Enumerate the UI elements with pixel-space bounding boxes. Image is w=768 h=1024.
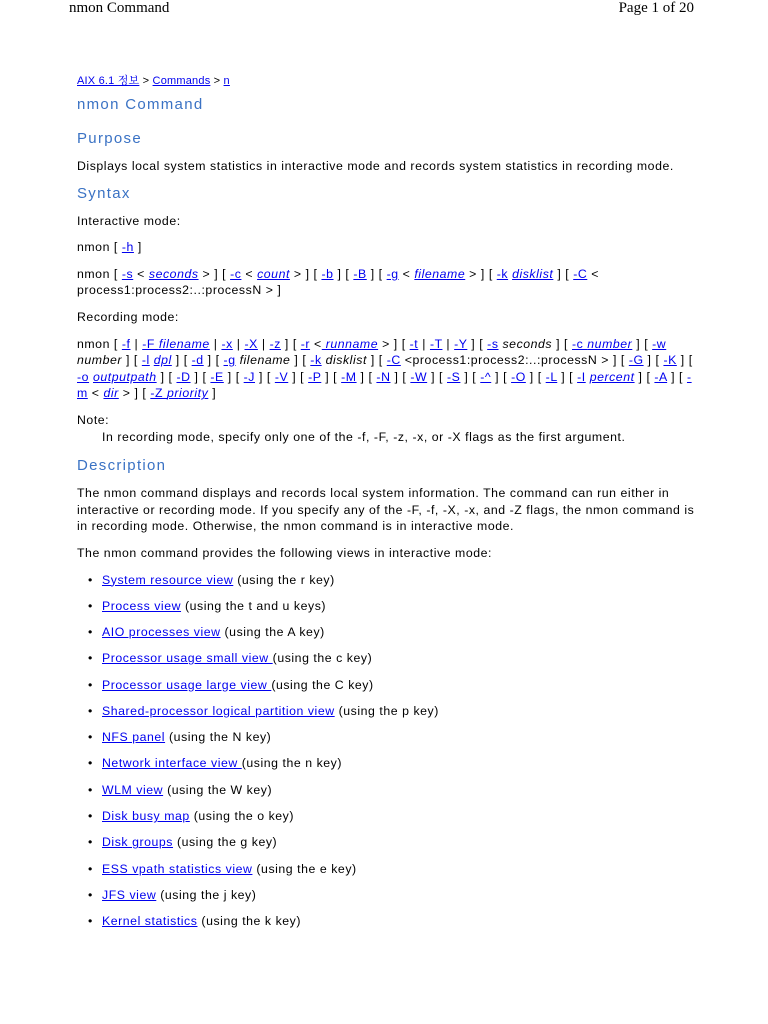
view-key-desc: (using the k key) [197,914,302,929]
view-link[interactable]: ESS vpath statistics view [102,861,253,876]
flag-c-rec-link[interactable]: -c number [571,336,633,351]
flag-c-link[interactable]: -c [230,266,242,281]
list-item [77,834,697,851]
breadcrumb-separator: > [213,75,221,87]
filename-link[interactable]: filename [414,266,466,281]
flag-g-rec-link[interactable]: -g [223,353,236,368]
note-block [77,412,697,445]
view-key-desc: (using the j key) [156,887,257,902]
flag-N-link[interactable]: -N [376,369,391,384]
flag-M-link[interactable]: -M [341,369,357,384]
view-key-desc: (using the W key) [163,782,273,797]
flag-K-link[interactable]: -K [663,353,677,368]
flag-W-link[interactable]: -W [410,369,428,384]
runname-link[interactable]: runname [321,336,379,351]
view-link[interactable]: JFS view [102,887,157,902]
flag-w-link[interactable]: -w [652,336,667,351]
flag-V-link[interactable]: -V [274,369,289,384]
breadcrumb-link-commands[interactable]: Commands [152,75,211,87]
view-link[interactable]: Kernel statistics [102,914,198,929]
view-key-desc: (using the A key) [220,625,325,640]
view-link[interactable]: Processor usage small view [102,651,273,666]
list-item [77,572,697,589]
list-item [77,598,697,615]
breadcrumb-link-aix[interactable]: AIX 6.1 정보 [77,75,140,87]
bullet-icon: • [88,835,93,850]
view-key-desc: (using the p key) [334,703,439,718]
list-item [77,703,697,720]
bullet-icon: • [88,598,93,613]
flag-g-link[interactable]: -g [386,266,399,281]
view-key-desc: (using the e key) [252,861,357,876]
bullet-icon: • [88,677,93,692]
view-link[interactable]: AIO processes view [102,625,221,640]
flag-z-link[interactable]: -z [269,336,281,351]
list-item [77,861,697,878]
bullet-icon: • [88,782,93,797]
view-key-desc: (using the N key) [165,730,272,745]
percent-link[interactable]: percent [589,369,635,384]
view-link[interactable]: WLM view [102,782,164,797]
flag-I-link[interactable]: -I [577,369,586,384]
flag-Z-link[interactable]: -Z priority [150,386,209,401]
dpl-link[interactable]: dpl [153,353,172,368]
syntax-interactive-full: nmon [ -s < seconds > ] [ -c < count > ] [ -b ] [ -B ] [ -g < filename > ] [ -k disklist ] [ -C < process1:process2:..:processN > ] [77,266,599,298]
disklist-link[interactable]: disklist [512,266,554,281]
recording-mode-label: Recording mode: [77,309,179,324]
flag-P-link[interactable]: -P [308,369,322,384]
breadcrumb-separator: > [142,75,150,87]
views-list [77,572,697,930]
flag-x-link[interactable]: -x [221,336,233,351]
flag-C-rec-link[interactable]: -C [386,353,401,368]
view-link[interactable]: Disk busy map [102,809,190,824]
outputpath-link[interactable]: outputpath [93,369,157,384]
flag-t-link[interactable]: -t [409,336,419,351]
bullet-icon: • [88,756,93,771]
bullet-icon: • [88,914,93,929]
note-label: Note: [77,412,110,427]
dir-link[interactable]: dir [103,386,119,401]
flag-L-link[interactable]: -L [545,369,558,384]
bullet-icon: • [88,730,93,745]
purpose-heading: Purpose [77,130,142,147]
view-key-desc: (using the c key) [272,651,373,666]
view-link[interactable]: Processor usage large view [102,677,272,692]
flag-J-link[interactable]: -J [243,369,255,384]
bullet-icon: • [88,572,93,587]
list-item [77,677,697,694]
view-link[interactable]: System resource view [102,572,234,587]
count-link[interactable]: count [257,266,290,281]
page-title: nmon Command [77,96,204,113]
list-item [77,913,697,930]
breadcrumb-link-n[interactable]: n [223,75,230,87]
syntax-interactive-help: nmon [ -h ] [77,240,142,255]
flag-d-link[interactable]: -d [191,353,204,368]
view-link[interactable]: Process view [102,598,182,613]
flag-S-link[interactable]: -S [447,369,461,384]
flag-F-link[interactable]: -F filename [142,336,210,351]
flag-s-rec-link[interactable]: -s [487,336,499,351]
bullet-icon: • [88,809,93,824]
flag-X-link[interactable]: -X [244,336,258,351]
description-para-1: The nmon command displays and records local system information. The command can run either in interactive or recording mode. If you specify any of the -F, -f, -X, -x, and -Z flags, the nmon command is in recording mode. Otherwise, the nmon command is in interactive mode. [77,486,695,534]
flag-caret-link[interactable]: -^ [480,369,492,384]
breadcrumb [77,74,697,88]
view-key-desc: (using the g key) [172,835,278,850]
page-header [0,0,768,22]
flag-r-link[interactable]: -r [300,336,311,351]
list-item [77,808,697,825]
flag-A-link[interactable]: -A [654,369,668,384]
flag-G-link[interactable]: -G [628,353,644,368]
view-key-desc: (using the n key) [241,756,343,771]
view-key-desc: (using the r key) [233,572,335,587]
page-number: Page 1 of 20 [618,0,694,16]
view-key-desc: (using the C key) [271,677,374,692]
flag-k-link[interactable]: -k [496,266,509,281]
flag-f-link[interactable]: -f [121,336,131,351]
list-item [77,729,697,746]
flag-o-link[interactable]: -o [77,369,90,384]
flag-C-link[interactable]: -C [573,266,588,281]
interactive-mode-label: Interactive mode: [77,213,181,228]
view-link[interactable]: NFS panel [102,730,166,745]
flag-Y-link[interactable]: -Y [454,336,468,351]
list-item [77,755,697,772]
purpose-text: Displays local system statistics in interactive mode and records system statistics in recording mode. [77,159,674,173]
flag-m-link[interactable]: -m [77,369,692,401]
view-link[interactable]: Disk groups [102,835,173,850]
list-item [77,887,697,904]
list-item [77,650,697,667]
flag-O-link[interactable]: -O [511,369,526,384]
note-text: In recording mode, specify only one of the -f, -F, -z, -x, or -X flags as the first argument. [102,429,626,444]
view-link[interactable]: Network interface view [102,756,242,771]
list-item [77,782,697,799]
bullet-icon: • [88,625,93,640]
flag-l-link[interactable]: -l [141,353,150,368]
description-para-2: The nmon command provides the following views in interactive mode: [77,545,492,560]
flag-B-link[interactable]: -B [353,266,367,281]
view-link[interactable]: Shared-processor logical partition view [102,703,335,718]
document-body [77,74,697,939]
flag-h-link[interactable]: -h [121,240,134,255]
syntax-recording-full: nmon [ -f | -F filename | -x | -X | -z ] [ -r < runname > ] [ -t | -T | -Y ] [ -s seconds ] [ -c number ] [ -w number ] [ -l dpl ] [ -d ] [ -g filename ] [ -k disklist ] [ -C <process1:process2:..:processN > ] [ -G ] [ -K ] [ -o outputpath ] [ -D ] [ -E ] [ -J ] [ -V ] [ -P ] [ -M ] [ -N ] [ -W ] [ -S ] [ -^ ] [ -O ] [ -L ] [ -I percent ] [ -A ] [ -m < dir > ] [ -Z priority ] [77,336,693,401]
flag-E-link[interactable]: -E [210,369,224,384]
flag-k-rec-link[interactable]: -k [310,353,322,368]
bullet-icon: • [88,703,93,718]
flag-T-link[interactable]: -T [429,336,443,351]
header-title: nmon Command [69,0,170,16]
bullet-icon: • [88,887,93,902]
view-key-desc: (using the o key) [189,809,295,824]
bullet-icon: • [88,861,93,876]
list-item [77,624,697,641]
flag-D-link[interactable]: -D [176,369,191,384]
flag-b-link[interactable]: -b [321,266,334,281]
bullet-icon: • [88,651,93,666]
seconds-link[interactable]: seconds [148,266,199,281]
view-key-desc: (using the t and u keys) [181,598,327,613]
description-heading: Description [77,457,167,475]
syntax-heading: Syntax [77,184,131,202]
flag-s-link[interactable]: -s [121,266,134,281]
